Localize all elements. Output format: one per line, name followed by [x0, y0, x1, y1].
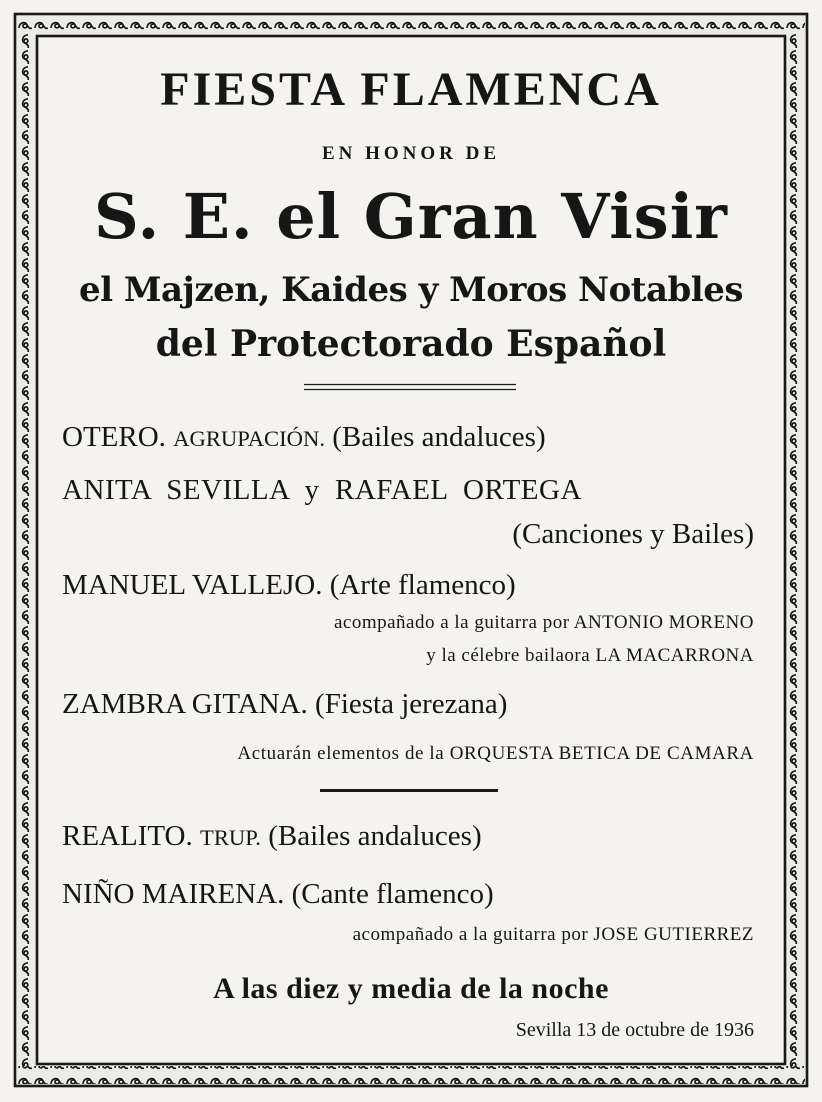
vallejo-accompaniment: acompañado a la guitarra por ANTONIO MORENO — [333, 612, 754, 633]
poster-subtitle: EN HONOR DE — [321, 143, 501, 164]
mairena-entry: NIÑO MAIRENA. (Cante flamenco) — [62, 878, 494, 910]
realito-troupe: TRUP. — [200, 825, 261, 850]
guests-line-2: del Protectorado Español — [155, 323, 667, 365]
mairena-accompaniment: acompañado a la guitarra por JOSE GUTIERREZ — [352, 924, 754, 945]
otero-desc: (Bailes andaluces) — [332, 421, 546, 453]
realito-entry — [62, 820, 482, 853]
double-rule-divider — [304, 383, 516, 391]
guests-line-1: el Majzen, Kaides y Moros Notables — [79, 270, 743, 310]
realito-desc: (Bailes andaluces) — [268, 820, 482, 852]
rule-divider — [320, 789, 498, 792]
zambra-entry: ZAMBRA GITANA. (Fiesta jerezana) — [62, 688, 508, 720]
otero-name: OTERO. — [62, 421, 166, 453]
otero-entry — [62, 421, 546, 454]
realito-name: REALITO. — [62, 820, 193, 852]
event-time: A las diez y media de la noche — [213, 972, 609, 1005]
poster-title: FIESTA FLAMENCA — [160, 63, 662, 116]
anita-entry: ANITA SEVILLA y RAFAEL ORTEGA — [62, 474, 582, 506]
honoree-heading: S. E. el Gran Visir — [94, 180, 728, 253]
otero-group: AGRUPACIÓN. — [173, 426, 325, 451]
macarrona-line: y la célebre bailaora LA MACARRONA — [426, 645, 754, 666]
vallejo-entry: MANUEL VALLEJO. (Arte flamenco) — [62, 569, 516, 601]
anita-description: (Canciones y Bailes) — [512, 518, 754, 550]
place-and-date: Sevilla 13 de octubre de 1936 — [515, 1019, 754, 1041]
orquesta-line: Actuarán elementos de la ORQUESTA BETICA DE CAMARA — [237, 743, 754, 764]
